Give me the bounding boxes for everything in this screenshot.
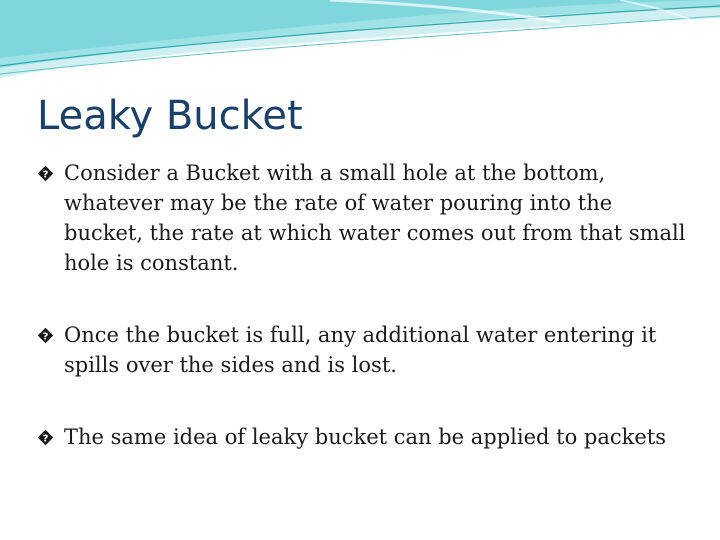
svg-text:?: ? <box>42 433 49 445</box>
header-wave-decoration <box>0 0 720 90</box>
svg-text:?: ? <box>42 169 49 181</box>
missing-glyph-icon <box>37 165 54 182</box>
svg-text:?: ? <box>42 331 49 343</box>
bullet-item <box>37 158 687 278</box>
bullet-item <box>37 320 687 380</box>
bullet-list <box>37 158 687 452</box>
bullet-text: Once the bucket is full, any additional water entering it spills over the sides and is lost. <box>64 323 657 377</box>
slide-title: Leaky Bucket <box>37 93 303 139</box>
bullet-text: The same idea of leaky bucket can be applied to packets <box>64 425 667 449</box>
bullet-text: Consider a Bucket with a small hole at the bottom, whatever may be the rate of water pouring into the bucket, the rate at which water comes out from that small hole is constant. <box>64 161 686 275</box>
missing-glyph-icon <box>37 327 54 344</box>
bullet-item <box>37 422 687 452</box>
missing-glyph-icon <box>37 429 54 446</box>
